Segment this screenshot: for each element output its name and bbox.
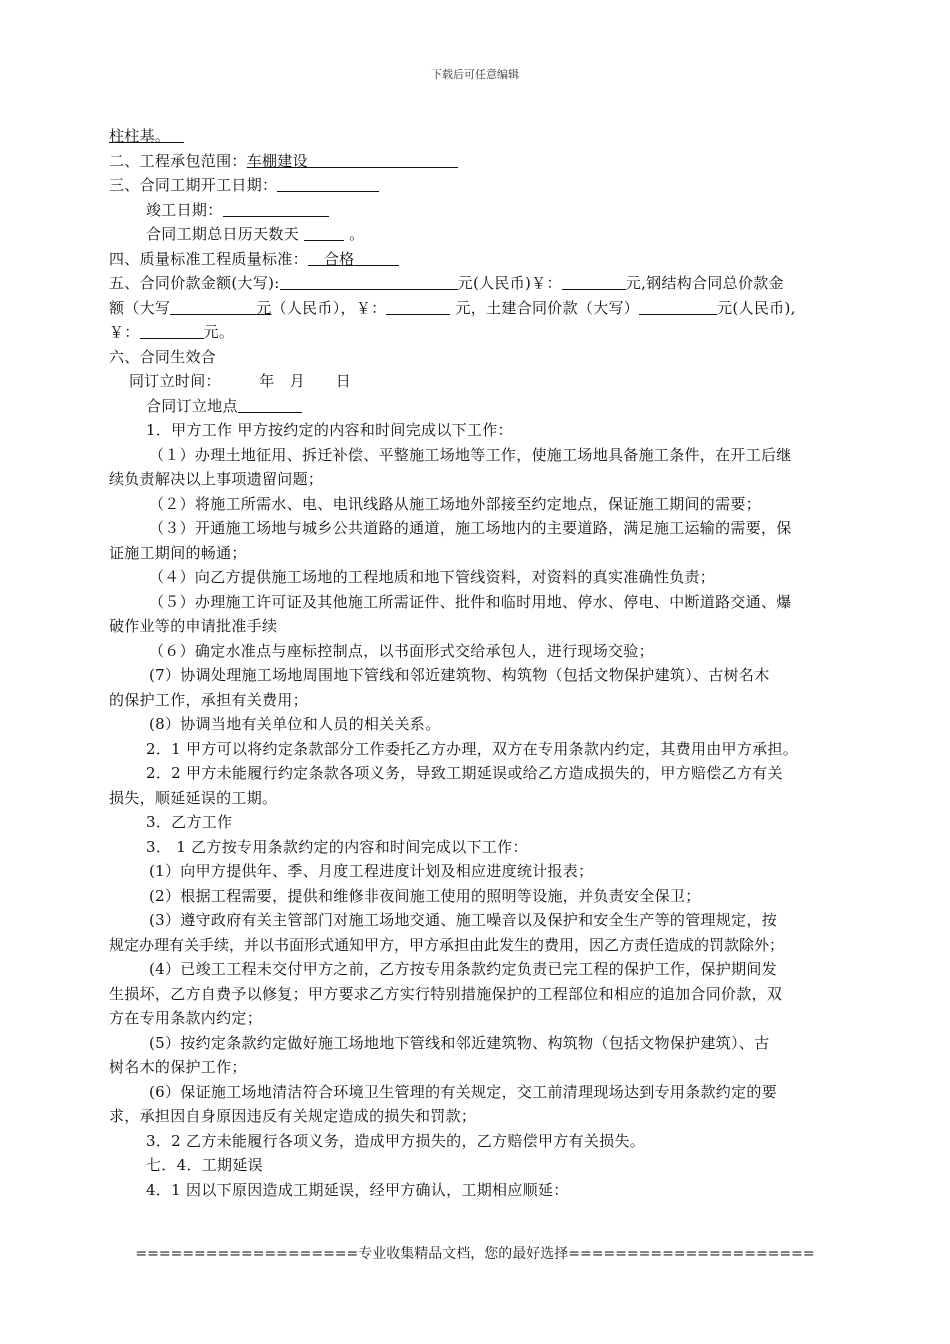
blank-line [170,299,256,315]
line-contract-price-3 [109,320,854,345]
label-text: 元(人民币)￥： [457,274,562,292]
label-text: 五、合同价款金额(大写): [109,274,280,292]
paragraph-line: (1）向甲方提供年、季、月度工程进度计划及相应进度统计报表； [149,862,594,880]
paragraph-line: （５）办理施工许可证及其他施工所需证件、批件和临时用地、停水、停电、中断道路交通、爆 [149,592,792,611]
line-contract-scope [109,149,854,174]
line-completion-date [109,198,854,223]
page-footer: ===================专业收集精品文档，您的最好选择===================== [135,1246,815,1262]
blank-line [280,274,458,290]
blank-line [386,299,450,315]
scope-value: 车棚建设 [246,151,308,170]
blank-line [355,250,399,266]
document-body [109,124,854,1202]
paragraph-line: （３）开通施工场地与城乡公共道路的通道，施工场地内的主要道路，满足施工运输的需要，保 [149,519,792,537]
blank-line [140,323,204,339]
paragraph-line: (5）按约定条款约定做好施工场地地下管线和邻近建筑物、构筑物（包括文物保护建筑）、古 [149,1033,770,1052]
paragraph-line: 1．甲方工作 甲方按约定的内容和时间完成以下工作： [146,421,513,439]
paragraph-line: 生损坏，乙方自费予以修复；甲方要求乙方实行特别措施保护的工程部位和相应的追加合同价款，双 [109,984,783,1003]
paragraph-line: 3． 1 乙方按专用条款约定的内容和时间完成以下工作： [146,837,528,856]
blank-line [562,274,626,290]
paragraph-line: （１）办理土地征用、拆迁补偿、平整施工场地等工作，使施工场地具备施工条件，在开工后继 [149,445,792,464]
paragraph-line: 七．4．工期延误 [146,1156,263,1174]
paragraph-line: (8）协调当地有关单位和人员的相关关系。 [149,715,441,733]
paragraph-line: (7）协调处理施工场地周围地下管线和邻近建筑物、构筑物（包括文物保护建筑）、古树名木 [149,666,770,684]
line-quality-standard [109,247,854,272]
paragraph-line: 破作业等的申请批准手续 [109,617,278,635]
paragraph-line: 2．1 甲方可以将约定条款部分工作委托乙方办理，双方在专用条款内约定，其费用由甲方承担。 [146,739,799,758]
paragraph-line: （２）将施工所需水、电、电讯线路从施工场地外部接至约定地点，保证施工期间的需要； [149,494,762,513]
paragraph-line: 续负责解决以上事项遗留问题； [109,470,324,488]
blank-line [170,127,184,143]
blank-line [304,225,344,241]
line-contract-price-1 [109,271,854,296]
page-header: 下载后可任意编辑 [431,68,519,81]
blank-line [308,250,324,266]
label-text: 竣工日期： [146,200,223,219]
label-text: 合同工期总日历天数天 [146,225,300,243]
paragraph-line: (4）已竣工工程未交付甲方之前，乙方按专用条款约定负责已完工程的保护工作，保护期间发 [149,960,777,978]
paragraph-line: （４）向乙方提供施工场地的工程地质和地下管线资料，对资料的真实准确性负责； [149,568,716,586]
paragraph-line: 证施工期间的畅通； [109,543,247,562]
label-text: 元,钢结构合同总价款金 [625,274,784,292]
paragraph-line: 2．2 甲方未能履行约定条款各项义务，导致工期延误或给乙方造成损失的，甲方赔偿乙方有关 [146,764,783,782]
label-text: 三、合同工期开工日期： [109,176,278,194]
line-start-date [109,173,854,198]
line-1 [109,124,854,149]
paragraph-line: 方在专用条款内约定； [109,1009,263,1027]
line-contract-price-2 [109,296,854,321]
label-text: 合同订立地点 [146,396,238,415]
line-sign-time: 同订立时间： 年 月 日 [129,372,352,390]
paragraph-line: （６）确定水准点与座标控制点，以书面形式交给承包人，进行现场交验； [149,641,654,660]
label-text: 额（大写 [109,298,171,317]
paragraph-line: (3）遵守政府有关主管部门对施工场地交通、施工噪音以及保护和安全生产等的管理规定，按 [149,911,777,929]
line-total-days [109,222,854,247]
punct-text: 。 [349,225,365,243]
label-text: 二、工程承包范围： [109,151,247,170]
paragraph-line: 4．1 因以下原因造成工期延误，经甲方确认，工期相应顺延： [146,1180,569,1199]
blank-line [223,201,329,217]
label-text: 元，土建合同价款（大写） [455,298,640,317]
underlined-text: 柱柱基。 [109,127,171,145]
line-sign-place [109,394,854,419]
label-text: （人民币），￥： [271,298,387,317]
paragraph-line: 求，承担因自身原因违反有关规定造成的损失和罚款； [109,1107,477,1125]
quality-value: 合格 [323,249,355,268]
paragraph-line: 规定办理有关手续，并以书面形式通知甲方，甲方承担由此发生的费用，因乙方责任造成的罚款除外； [109,935,785,954]
paragraph-line: 的保护工作，承担有关费用； [109,690,308,709]
label-text: 四、质量标准工程质量标准： [109,249,308,268]
paragraph-line: 3．乙方工作 [146,813,233,831]
blank-line [308,152,458,168]
paragraph-line: 损失，顺延延误的工期。 [109,788,278,807]
label-text: ￥： [109,323,140,341]
blank-line [639,299,717,315]
blank-line [238,397,302,413]
underlined-text: 元 [256,298,272,317]
paragraph-line: 3．2 乙方未能履行各项义务，造成甲方损失的，乙方赔偿甲方有关损失。 [146,1131,646,1150]
paragraph-line: (2）根据工程需要，提供和维修非夜间施工使用的照明等设施，并负责安全保卫； [149,886,701,905]
section-six-heading: 六、合同生效合 [109,347,217,366]
label-text: 元。 [203,323,235,341]
paragraph-line: 树名木的保护工作； [109,1058,247,1076]
paragraph-line: (6）保证施工场地清洁符合环境卫生管理的有关规定，交工前清理现场达到专用条款约定的要 [149,1082,777,1101]
label-text: 元(人民币), [717,298,796,317]
blank-line [277,176,379,192]
